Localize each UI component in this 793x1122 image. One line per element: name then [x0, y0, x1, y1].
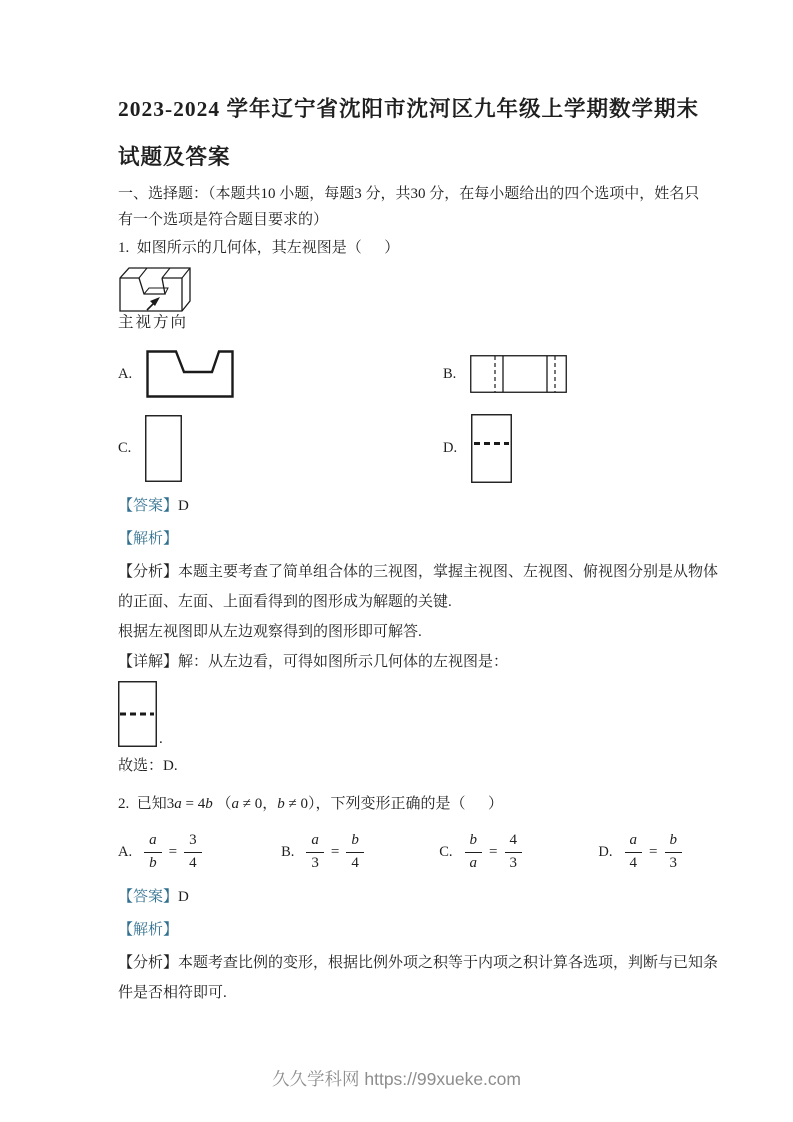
genju-line: 根据左视图即从左边观察得到的图形即可解答.	[118, 624, 422, 640]
xiangjie-line	[118, 647, 682, 677]
site-watermark: 久久学科网 https://99xueke.com	[272, 1069, 521, 1089]
q2-text: 2. 已知3	[118, 796, 175, 812]
q2-text: ≠ 0），下列变形正确的是（ ）	[284, 796, 503, 812]
question1-option-d	[443, 414, 512, 483]
question2-options-row	[118, 829, 682, 875]
fraction: $\frac{a}{b}$	[144, 832, 162, 872]
fenxi-line1	[118, 948, 719, 978]
fenxi-label: 【分析】	[118, 564, 179, 580]
option-d-label: D.	[598, 843, 613, 860]
xiangjie-label: 【详解】	[118, 654, 179, 670]
equals-sign: =	[330, 843, 340, 860]
answer-value: D	[178, 889, 189, 905]
section-instructions-line1: 一、选择题：（本题共10 小题，每题3 分，共30 分，在每小题给出的四个选项中，姓名只	[118, 186, 700, 202]
question1-options-row2	[118, 413, 682, 483]
answer-label: 【答案】	[118, 498, 179, 514]
question1-jiexi-line	[118, 529, 682, 549]
fenxi-text1: 本题主要考查了简单组合体的三视图，掌握主视图、左视图、俯视图分别是从物体	[178, 564, 719, 580]
section-instructions-line2: 有一个选项是符合题目要求的）	[118, 212, 329, 228]
option-b-figure-icon	[470, 355, 567, 393]
q2-text: （	[212, 796, 232, 812]
xiangjie-text: 解：从左边看，可得如图所示几何体的左视图是：	[178, 654, 509, 670]
question2-fenxi-paragraph	[118, 948, 719, 1008]
jiexi-label: 【解析】	[118, 531, 179, 547]
fenxi-label: 【分析】	[118, 955, 179, 971]
equals-sign: =	[168, 843, 178, 860]
answer-value: D	[178, 498, 189, 514]
question1-answer-line	[118, 496, 682, 516]
fenxi-line1	[118, 557, 719, 587]
question2-option-b	[281, 832, 439, 872]
question1-option-a	[118, 350, 443, 398]
section-instructions	[118, 181, 700, 233]
q2-var-b: b	[277, 796, 285, 812]
option-a-figure-icon	[146, 350, 234, 398]
q2-text: ≠ 0，	[239, 796, 278, 812]
fraction: $\frac{b}{4}$	[346, 832, 364, 872]
fraction: $\frac{4}{3}$	[505, 832, 523, 872]
figure-caption: 主视方向	[118, 314, 189, 331]
answer-label: 【答案】	[118, 889, 179, 905]
jiexi-label: 【解析】	[118, 922, 179, 938]
question1-options-row1	[118, 349, 682, 399]
question2-option-c	[439, 832, 598, 872]
fraction: $\frac{3}{4}$	[184, 832, 202, 872]
q2-var-a: a	[231, 796, 239, 812]
option-d-label: D.	[443, 439, 458, 456]
question1-option-b	[443, 355, 567, 393]
option-c-label: C.	[118, 439, 132, 456]
fraction: $\frac{b}{3}$	[665, 832, 683, 872]
question1-option-c	[118, 415, 443, 482]
q2-var-a: a	[174, 796, 182, 812]
equals-sign: =	[489, 843, 498, 860]
option-c-figure-icon	[145, 415, 182, 482]
option-b-label: B.	[443, 365, 457, 382]
fenxi-line2: 的正面、左面、上面看得到的图形成为解题的关键.	[118, 594, 452, 610]
q2-text: = 4	[181, 796, 206, 812]
question1-stem: 1. 如图所示的几何体，其左视图是（ ）	[118, 240, 400, 256]
question2-option-a	[118, 832, 281, 872]
question1-fenxi-paragraph	[118, 557, 719, 677]
document-title-line2: 试题及答案	[118, 145, 231, 169]
question2-stem	[118, 793, 682, 815]
fraction: $\frac{b}{a}$	[465, 832, 483, 872]
option-c-label: C.	[439, 843, 453, 860]
option-b-label: B.	[281, 843, 295, 860]
question1-solid-figure	[118, 263, 208, 333]
document-title-line1: 2023-2024 学年辽宁省沈阳市沈河区九年级上学期数学期末	[118, 97, 700, 121]
solid-3d-figure-icon	[118, 263, 198, 313]
fenxi-line2: 件是否相符即可.	[118, 985, 227, 1001]
fenxi-text1: 本题考查比例的变形，根据比例外项之积等于内项之积计算各选项，判断与已知条	[178, 955, 719, 971]
question2-answer-line	[118, 887, 682, 907]
document-content	[118, 0, 719, 1008]
fraction: $\frac{a}{4}$	[625, 832, 643, 872]
figure-period: .	[159, 731, 163, 747]
option-a-label: A.	[118, 365, 133, 382]
option-a-label: A.	[118, 843, 133, 860]
leftview-figure-icon	[118, 681, 157, 747]
q2-var-b: b	[205, 796, 213, 812]
fraction: $\frac{a}{3}$	[306, 832, 324, 872]
question2-jiexi-line	[118, 920, 682, 940]
equals-sign: =	[649, 843, 658, 860]
option-d-figure-icon	[471, 414, 512, 483]
question1-conclusion: 故选：D.	[118, 758, 178, 774]
question1-leftview-figure	[118, 681, 682, 747]
question2-option-d	[598, 832, 682, 872]
